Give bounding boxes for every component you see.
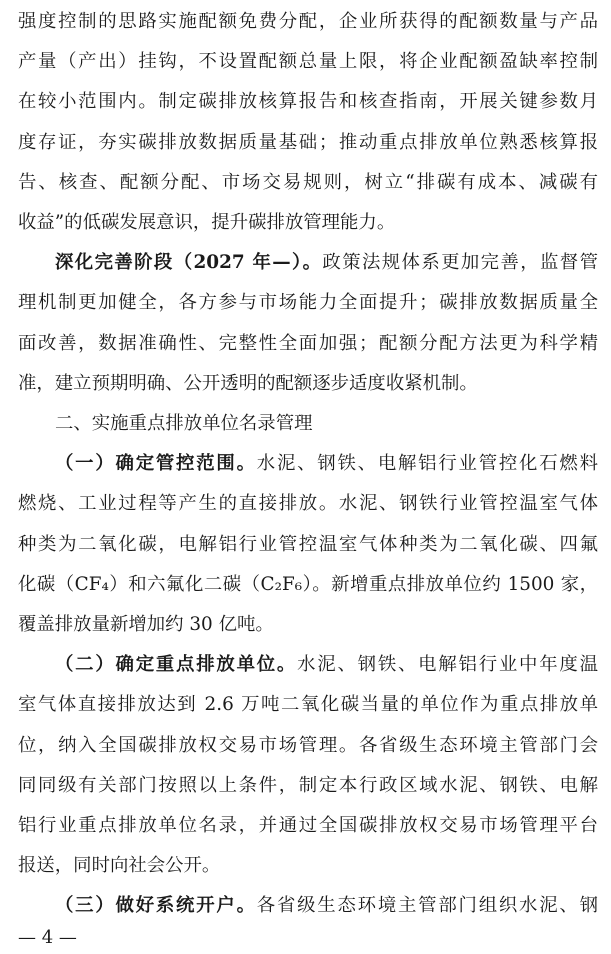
body-line: 告、核查、配额分配、市场交易规则，树立“排碳有成本、减碳有	[18, 171, 598, 193]
item-title: （二）确定重点排放单位。	[55, 654, 298, 676]
item-first-line	[55, 649, 598, 680]
stage-title: 深化完善阶段（2027 年—）。	[55, 252, 323, 274]
body-line: 产量（产出）挂钩，不设置配额总量上限，将企业配额盈缺率控制	[18, 51, 598, 73]
body-line: 理机制更加健全，各方参与市场能力全面提升；碳排放数据质量全	[18, 292, 598, 314]
item-title: （一）确定管控范围。	[55, 453, 257, 475]
body-line: 在较小范围内。制定碳排放核算报告和核查指南，开展关键参数月	[18, 91, 598, 113]
body-line: 位，纳入全国碳排放权交易市场管理。各省级生态环境主管部门会	[18, 734, 598, 756]
body-line: 报送，同时向社会公开。	[18, 855, 221, 877]
body-line: 铝行业重点排放单位名录，并通过全国碳排放权交易市场管理平台	[18, 815, 598, 836]
item-text: 各省级生态环境主管部门组织水泥、钢	[256, 895, 598, 917]
body-line: 同同级有关部门按照以上条件，制定本行政区域水泥、钢铁、电解	[18, 774, 598, 796]
body-line: 覆盖排放量新增加约 30 亿吨。	[18, 614, 274, 635]
stage-text: 政策法规体系更加完善，监督管	[322, 252, 598, 274]
item-text: 水泥、钢铁、电解铝行业管控化石燃料	[256, 453, 598, 475]
body-line: 强度控制的思路实施配额免费分配，企业所获得的配额数量与产品	[18, 11, 598, 32]
body-line: 种类为二氧化碳，电解铝行业管控温室气体种类为二氧化碳、四氟	[18, 533, 598, 555]
item-text: 水泥、钢铁、电解铝行业中年度温	[297, 654, 598, 676]
item-first-line	[55, 890, 598, 921]
body-line: 化碳（CF₄）和六氟化二碳（C₂F₆）。新增重点排放单位约 1500 家，	[18, 573, 598, 595]
stage-paragraph-first-line	[55, 247, 598, 278]
item-first-line	[55, 448, 598, 479]
body-line: 面改善，数据准确性、完整性全面加强；配额分配方法更为科学精	[18, 332, 598, 354]
page-number: — 4 —	[18, 927, 77, 948]
body-line: 度存证，夯实碳排放数据质量基础；推动重点排放单位熟悉核算报	[18, 131, 598, 153]
item-title: （三）做好系统开户。	[55, 895, 257, 917]
section-heading: 二、实施重点排放单位名录管理	[55, 413, 313, 434]
body-line: 室气体直接排放达到 2.6 万吨二氧化碳当量的单位作为重点排放单	[18, 694, 598, 716]
body-line: 燃烧、工业过程等产生的直接排放。水泥、钢铁行业管控温室气体	[18, 493, 598, 515]
body-line: 收益”的低碳发展意识，提升碳排放管理能力。	[18, 212, 396, 233]
body-line: 准，建立预期明确、公开透明的配额逐步适度收紧机制。	[18, 372, 478, 394]
